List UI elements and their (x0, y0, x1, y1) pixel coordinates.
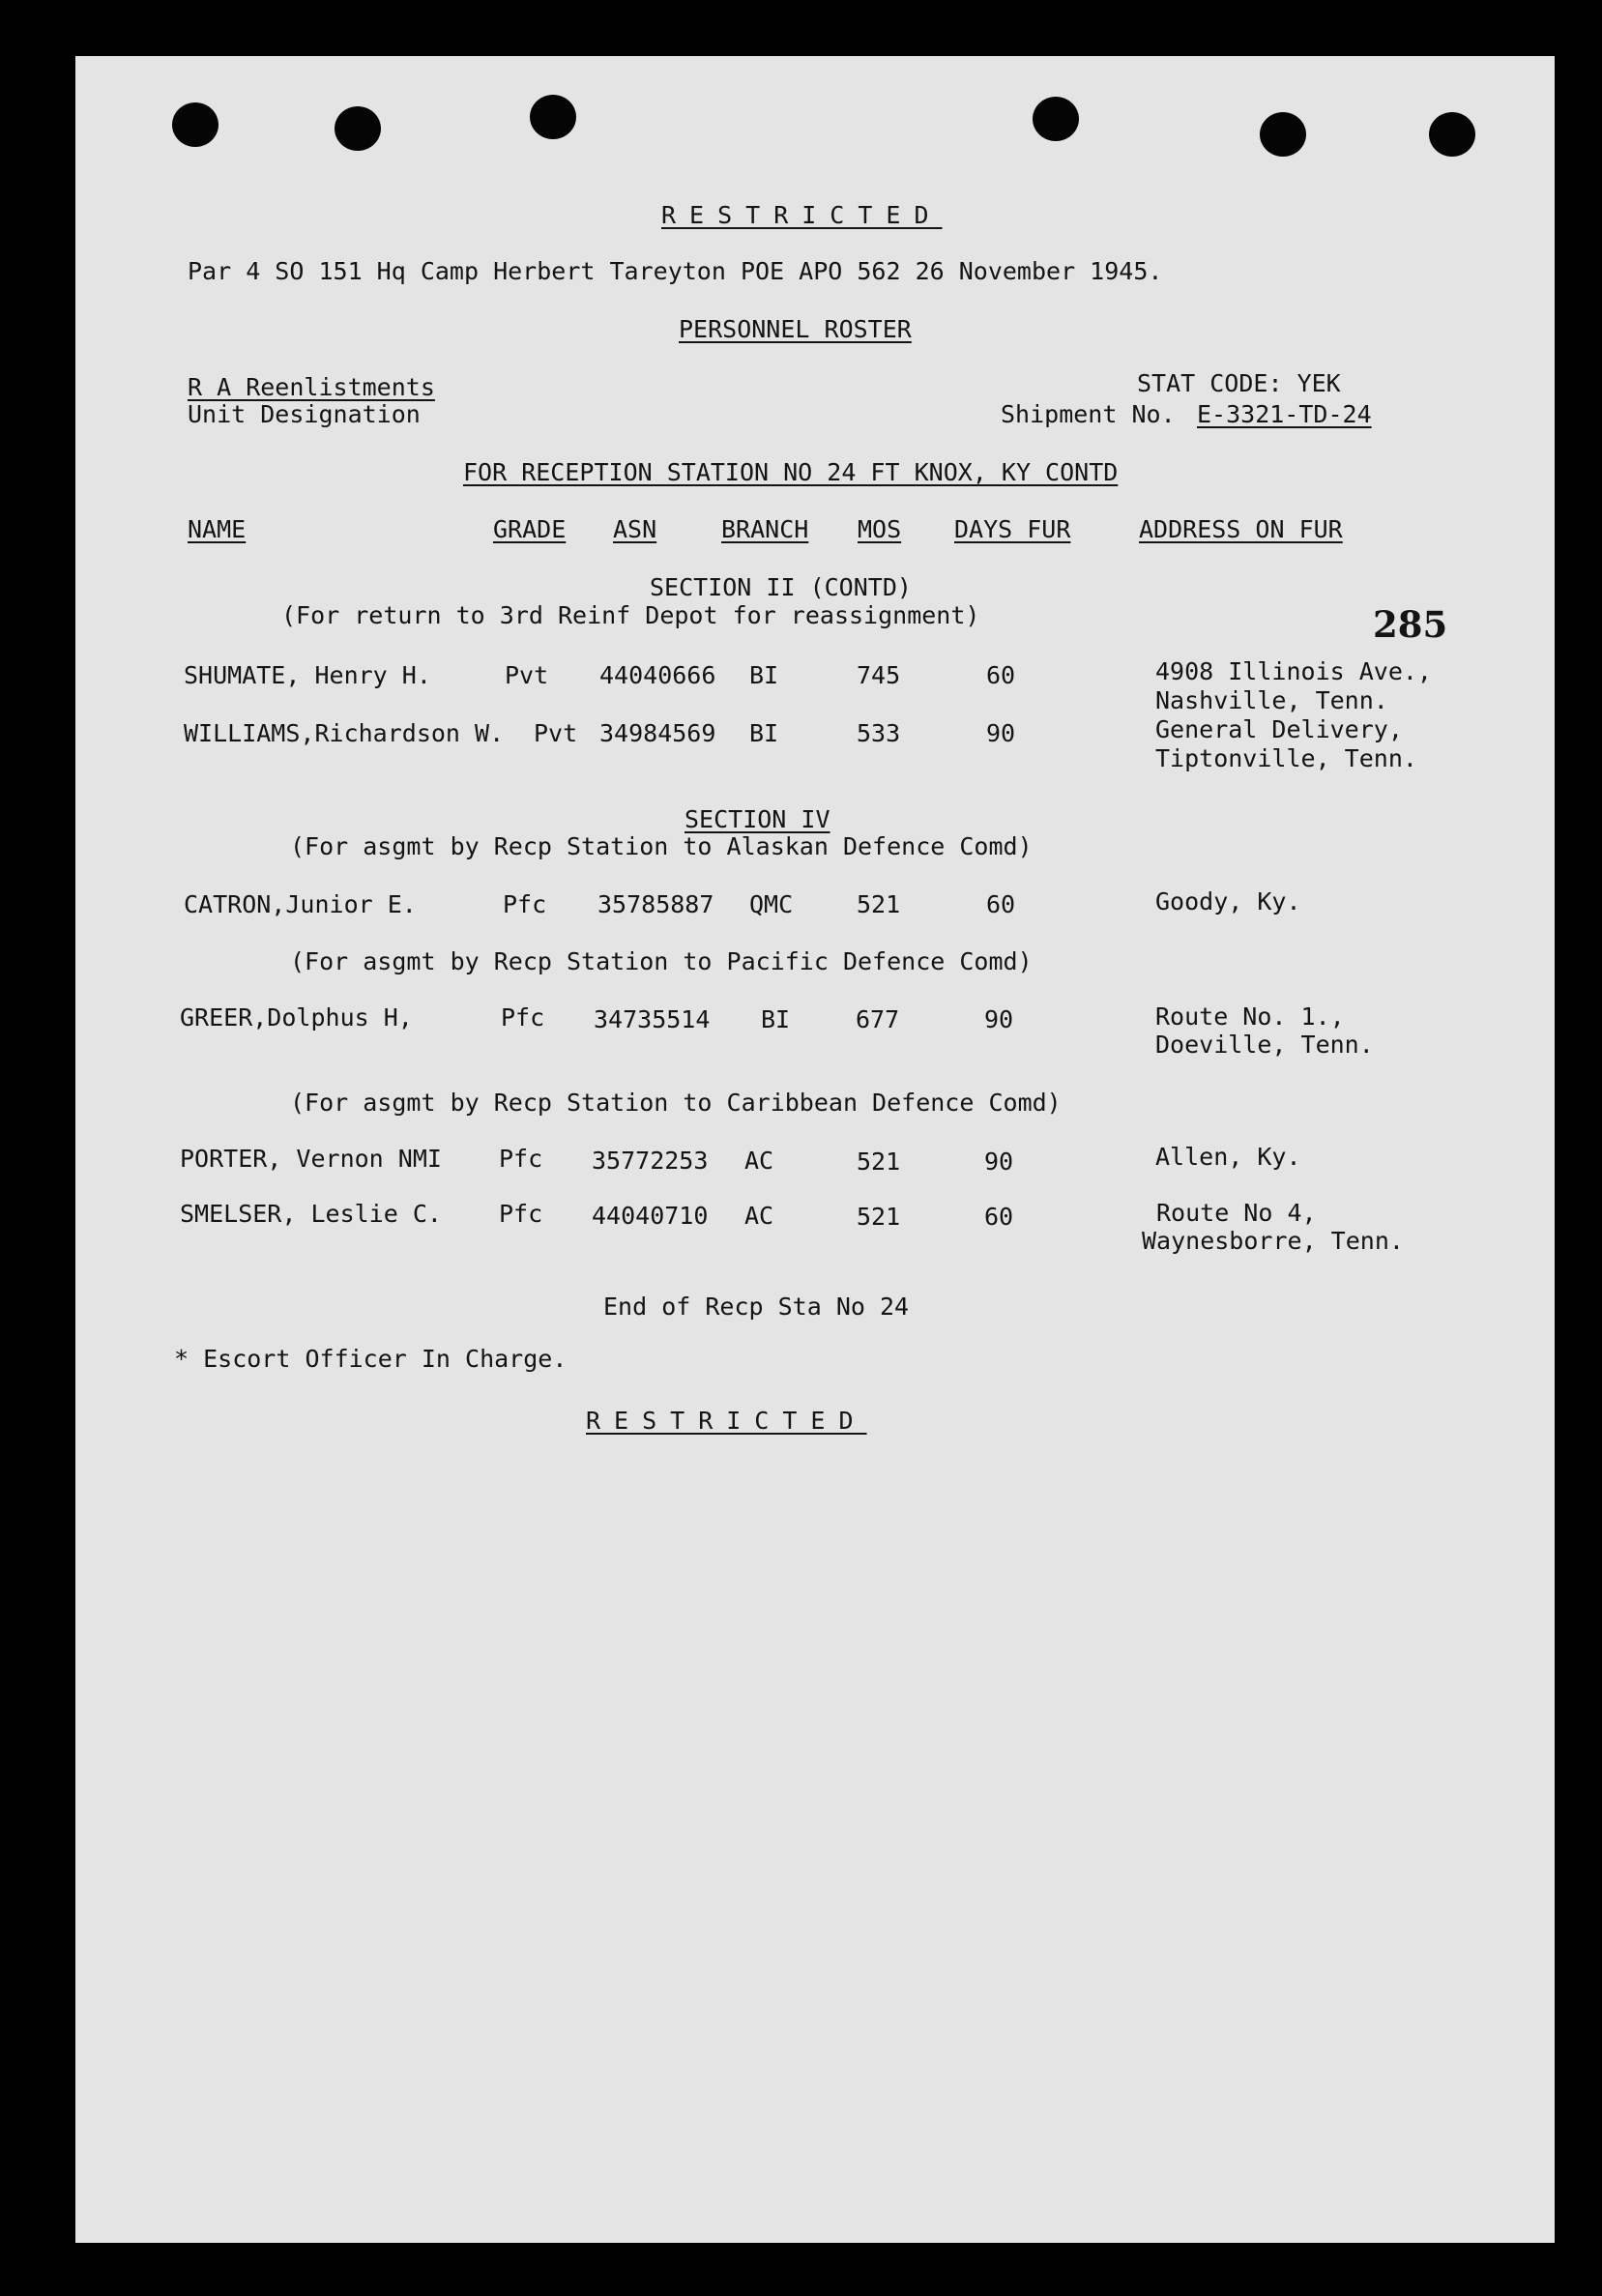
document-page (75, 56, 1555, 2243)
row-address-1: Allen, Ky. (1155, 1143, 1301, 1171)
row-asn: 35785887 (597, 890, 714, 918)
section-4-note-pacific: (For asgmt by Recp Station to Pacific Defence Comd) (290, 947, 1033, 975)
punch-hole (1429, 112, 1475, 157)
row-name: WILLIAMS,Richardson W. (184, 719, 505, 747)
row-asn: 44040710 (592, 1202, 709, 1230)
row-mos: 521 (857, 890, 901, 918)
col-header-name: NAME (188, 515, 247, 543)
section-2-title: SECTION II (CONTD) (650, 573, 912, 601)
unit-value: R A Reenlistments (188, 373, 435, 401)
row-asn: 44040666 (599, 661, 716, 689)
row-branch: BI (749, 661, 779, 689)
row-grade: Pfc (501, 1003, 545, 1032)
punch-hole (530, 95, 576, 139)
row-days: 60 (986, 890, 1016, 918)
row-address-1: Goody, Ky. (1155, 887, 1301, 915)
col-header-address: ADDRESS ON FUR (1139, 515, 1343, 543)
row-days: 90 (984, 1005, 1014, 1033)
row-address-2: Nashville, Tenn. (1155, 686, 1388, 714)
row-branch: AC (744, 1202, 774, 1230)
punch-hole (172, 102, 218, 147)
shipment-label: Shipment No. (1001, 400, 1176, 428)
row-branch: AC (744, 1147, 774, 1175)
station-line: FOR RECEPTION STATION NO 24 FT KNOX, KY CONTD (463, 458, 1119, 486)
row-address-2: Waynesborre, Tenn. (1142, 1227, 1404, 1255)
row-days: 90 (986, 719, 1016, 747)
escort-note: * Escort Officer In Charge. (174, 1345, 568, 1373)
row-grade: Pfc (499, 1145, 543, 1173)
row-address-1: Route No 4, (1156, 1199, 1317, 1227)
restricted-header: RESTRICTED (661, 201, 943, 229)
punch-hole (335, 106, 381, 151)
row-address-1: 4908 Illinois Ave., (1155, 657, 1432, 685)
col-header-grade: GRADE (493, 515, 567, 543)
row-days: 90 (984, 1148, 1014, 1176)
section-4-note-alaskan: (For asgmt by Recp Station to Alaskan Defence Comd) (290, 832, 1033, 860)
row-name: CATRON,Junior E. (184, 890, 417, 918)
unit-label: Unit Designation (188, 400, 421, 428)
row-name: SMELSER, Leslie C. (180, 1200, 442, 1228)
section-4-note-caribbean: (For asgmt by Recp Station to Caribbean Defence Comd) (290, 1089, 1062, 1117)
row-days: 60 (986, 661, 1016, 689)
row-grade: Pvt (505, 661, 549, 689)
row-name: SHUMATE, Henry H. (184, 661, 431, 689)
col-header-branch: BRANCH (721, 515, 809, 543)
row-address-2: Tiptonville, Tenn. (1155, 744, 1417, 772)
row-asn: 34735514 (594, 1005, 711, 1033)
page-number: 285 (1373, 603, 1448, 646)
restricted-footer: RESTRICTED (586, 1407, 867, 1435)
section-2-note: (For return to 3rd Reinf Depot for reassignment) (281, 601, 980, 629)
col-header-mos: MOS (858, 515, 902, 543)
row-asn: 34984569 (599, 719, 716, 747)
row-grade: Pvt (534, 719, 578, 747)
col-header-asn: ASN (613, 515, 657, 543)
row-address-1: Route No. 1., (1155, 1003, 1345, 1031)
row-days: 60 (984, 1203, 1014, 1231)
row-name: PORTER, Vernon NMI (180, 1145, 442, 1173)
row-asn: 35772253 (592, 1147, 709, 1175)
row-address-2: Doeville, Tenn. (1155, 1031, 1374, 1059)
col-header-days: DAYS FUR (954, 515, 1071, 543)
row-branch: BI (761, 1005, 791, 1033)
section-4-title: SECTION IV (684, 805, 830, 833)
punch-hole (1260, 112, 1306, 157)
punch-hole (1033, 97, 1079, 141)
row-grade: Pfc (499, 1200, 543, 1228)
order-line: Par 4 SO 151 Hq Camp Herbert Tareyton POE APO 562 26 November 1945. (188, 257, 1163, 285)
row-mos: 745 (857, 661, 901, 689)
row-grade: Pfc (503, 890, 547, 918)
stat-code: STAT CODE: YEK (1137, 369, 1341, 397)
row-name: GREER,Dolphus H, (180, 1003, 413, 1032)
page-title: PERSONNEL ROSTER (679, 315, 912, 343)
shipment-number: E-3321-TD-24 (1197, 400, 1372, 428)
row-mos: 521 (857, 1148, 901, 1176)
row-mos: 677 (856, 1005, 900, 1033)
row-mos: 521 (857, 1203, 901, 1231)
end-line: End of Recp Sta No 24 (603, 1293, 910, 1321)
row-mos: 533 (857, 719, 901, 747)
row-address-1: General Delivery, (1155, 715, 1403, 743)
row-branch: BI (749, 719, 779, 747)
row-branch: QMC (749, 890, 794, 918)
